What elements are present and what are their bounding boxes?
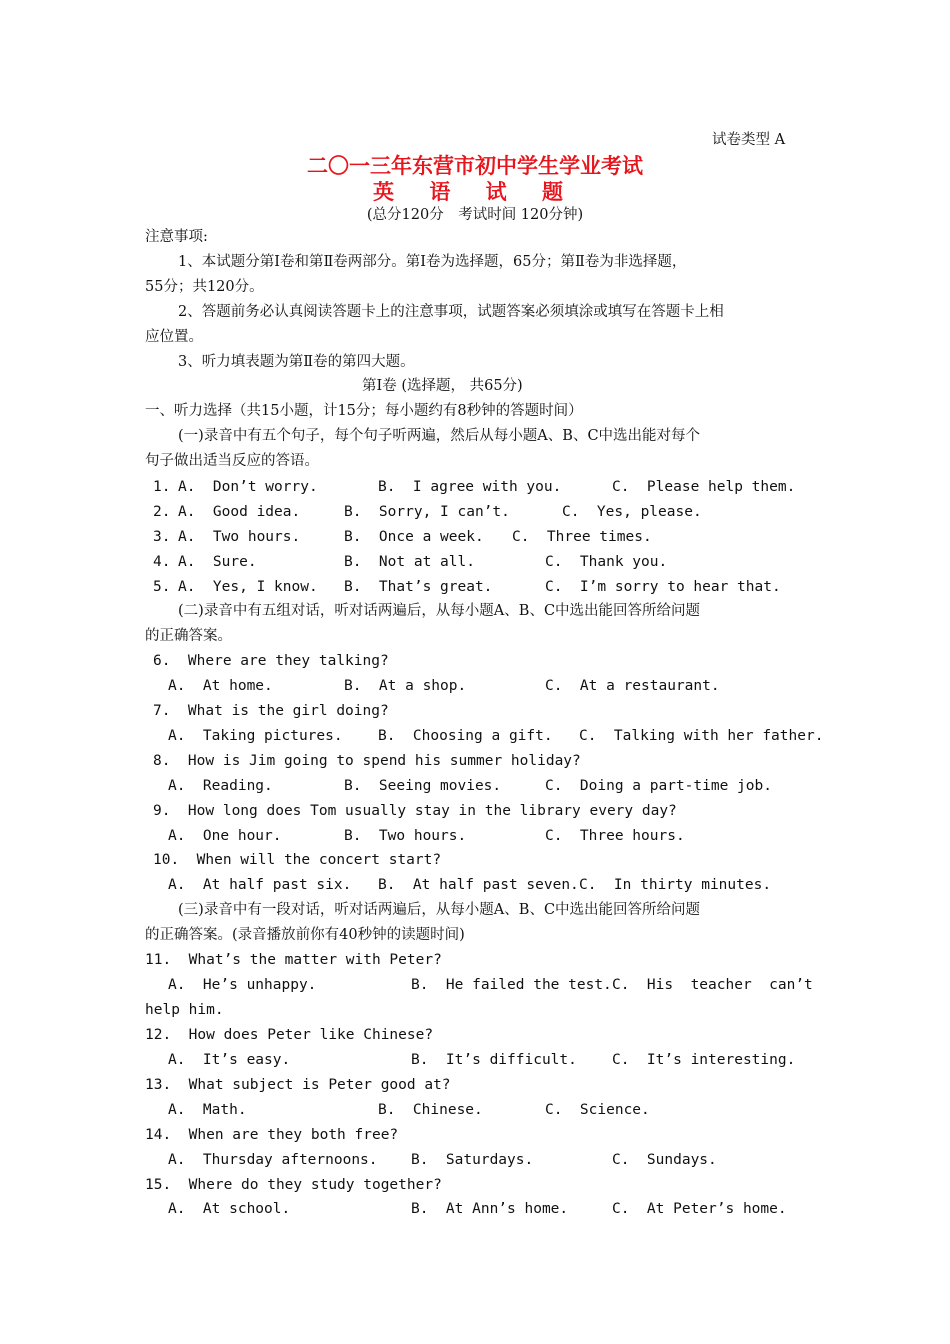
option-a: A. It’s easy. — [168, 1052, 291, 1068]
sub-instruction-3: (三)录音中有一段对话，听对话两遍后，从每小题A、B、C中选出能回答所给问题 — [178, 902, 701, 918]
question-stem: 10. When will the concert start? — [153, 852, 442, 868]
question-stem: 11. What’s the matter with Peter? — [145, 952, 442, 968]
option-b: B. That’s great. — [344, 579, 493, 595]
option-a: A. At school. — [168, 1201, 291, 1217]
notice-item-1-cont: 55分；共120分。 — [145, 279, 264, 295]
option-a: A. Two hours. — [178, 529, 301, 545]
option-a: A. He’s unhappy. — [168, 977, 317, 993]
option-b: B. At half past seven. — [378, 877, 579, 893]
question-stem: 15. Where do they study together? — [145, 1177, 442, 1193]
option-b: B. At a shop. — [344, 678, 467, 694]
option-c: C. Thank you. — [545, 554, 668, 570]
part1-heading: 第Ⅰ卷 (选择题， 共65分) — [362, 378, 523, 394]
exam-info: (总分120分 考试时间 120分钟) — [366, 207, 584, 223]
question-stem: 7. What is the girl doing? — [153, 703, 389, 719]
option-a: A. One hour. — [168, 828, 282, 844]
notice-item-2: 2、答题前务必认真阅读答题卡上的注意事项，试题答案必须填涂或填写在答题卡上相 — [178, 304, 724, 320]
notice-item-2-cont: 应位置。 — [145, 329, 203, 345]
option-b: B. Once a week. — [344, 529, 484, 545]
sub-instruction-1-cont: 句子做出适当反应的答语。 — [145, 453, 319, 469]
paper-type-label: 试卷类型 A — [712, 132, 786, 148]
option-a: A. Sure. — [178, 554, 257, 570]
option-b: B. Choosing a gift. — [378, 728, 553, 744]
option-b: B. Seeing movies. — [344, 778, 502, 794]
notice-item-3: 3、听力填表题为第Ⅱ卷的第四大题。 — [178, 354, 415, 370]
question-number: 2. — [153, 504, 171, 520]
question-stem: 14. When are they both free? — [145, 1127, 399, 1143]
option-a: A. Math. — [168, 1102, 247, 1118]
option-b: B. Sorry, I can’t. — [344, 504, 510, 520]
option-c: C. His teacher can’t — [612, 977, 813, 993]
option-c: C. At a restaurant. — [545, 678, 720, 694]
option-c: C. Doing a part-time job. — [545, 778, 772, 794]
option-b: B. Not at all. — [344, 554, 475, 570]
option-b: B. Chinese. — [378, 1102, 483, 1118]
option-b: B. Saturdays. — [411, 1152, 534, 1168]
option-c-cont: help him. — [145, 1002, 224, 1018]
question-stem: 13. What subject is Peter good at? — [145, 1077, 451, 1093]
option-c: C. Three times. — [512, 529, 652, 545]
option-a: A. Taking pictures. — [168, 728, 343, 744]
sub-instruction-2: (二)录音中有五组对话，听对话两遍后，从每小题A、B、C中选出能回答所给问题 — [178, 603, 701, 619]
option-b: B. I agree with you. — [378, 479, 562, 495]
exam-subject: 英 语 试 题 — [373, 179, 577, 204]
option-a: A. Don’t worry. — [178, 479, 318, 495]
question-number: 5. — [153, 579, 171, 595]
question-number: 3. — [153, 529, 171, 545]
question-stem: 12. How does Peter like Chinese? — [145, 1027, 434, 1043]
option-b: B. It’s difficult. — [411, 1052, 577, 1068]
question-number: 1. — [153, 479, 171, 495]
option-c: C. Yes, please. — [562, 504, 702, 520]
question-stem: 6. Where are they talking? — [153, 653, 389, 669]
option-b: B. He failed the test. — [411, 977, 612, 993]
option-c: C. Three hours. — [545, 828, 685, 844]
option-b: B. At Ann’s home. — [411, 1201, 569, 1217]
option-a: A. Good idea. — [178, 504, 301, 520]
option-c: C. I’m sorry to hear that. — [545, 579, 781, 595]
option-c: C. Sundays. — [612, 1152, 717, 1168]
question-number: 4. — [153, 554, 171, 570]
notice-item-1: 1、本试题分第Ⅰ卷和第Ⅱ卷两部分。第Ⅰ卷为选择题，65分；第Ⅱ卷为非选择题， — [178, 254, 687, 270]
option-c: C. Science. — [545, 1102, 650, 1118]
option-a: A. At half past six. — [168, 877, 352, 893]
option-a: A. Reading. — [168, 778, 273, 794]
section-title: 一、听力选择（共15小题，计15分；每小题约有8秒钟的答题时间） — [145, 403, 583, 419]
option-c: C. Please help them. — [612, 479, 796, 495]
option-c: C. It’s interesting. — [612, 1052, 796, 1068]
option-c: C. Talking with her father. — [579, 728, 824, 744]
notice-heading: 注意事项: — [145, 229, 208, 245]
question-stem: 8. How is Jim going to spend his summer holiday? — [153, 753, 581, 769]
option-a: A. At home. — [168, 678, 273, 694]
option-a: A. Yes, I know. — [178, 579, 318, 595]
sub-instruction-3-cont: 的正确答案。(录音播放前你有40秒钟的读题时间) — [145, 927, 465, 943]
option-c: C. At Peter’s home. — [612, 1201, 787, 1217]
question-stem: 9. How long does Tom usually stay in the library every day? — [153, 803, 677, 819]
sub-instruction-2-cont: 的正确答案。 — [145, 628, 232, 644]
sub-instruction-1: (一)录音中有五个句子，每个句子听两遍，然后从每小题A、B、C中选出能对每个 — [178, 428, 701, 444]
option-b: B. Two hours. — [344, 828, 467, 844]
exam-title: 二〇一三年东营市初中学生学业考试 — [307, 153, 643, 178]
option-c: C. In thirty minutes. — [579, 877, 772, 893]
option-a: A. Thursday afternoons. — [168, 1152, 378, 1168]
